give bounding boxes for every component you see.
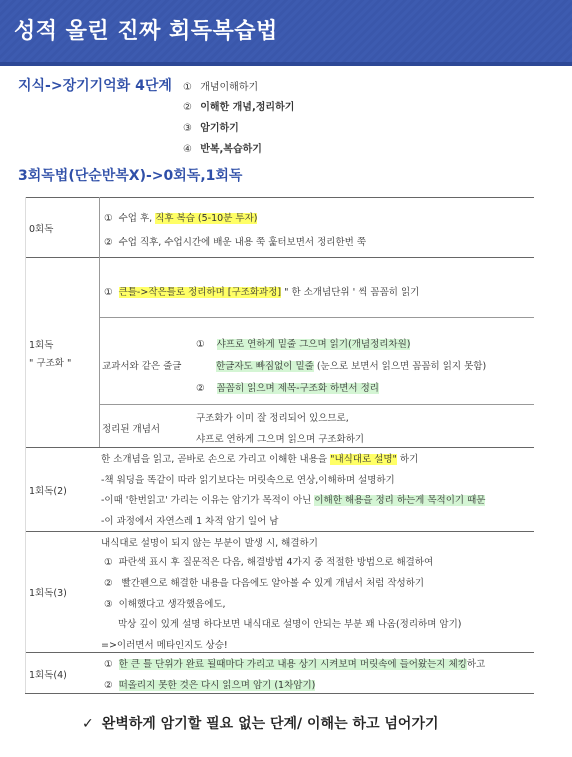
r0-line1: ① 수업 후, 직후 복습 (5-10분 투자): [104, 213, 258, 224]
r2-line3: -이때 '한번읽고' 가리는 이유는 암기가 목적이 아닌 이해한 해용을 정리 하는게 목적이기 때문: [101, 495, 486, 506]
row-divider: [25, 531, 534, 532]
footer-note: [82, 713, 439, 733]
r4-line2: ② 떠올리지 못한 것은 다시 읽으며 암기 (1차암기): [104, 680, 316, 691]
step-num: ④: [183, 144, 192, 155]
r1-bot-line1: 구조화가 이미 잘 정리되어 있으므로,: [196, 413, 349, 424]
table-border-top: [25, 197, 534, 198]
step-label: 개념이해하기: [200, 82, 259, 93]
r1-bot-label: 정리된 개념서: [102, 424, 161, 435]
r1-mid-label: 교과서와 같은 줄글: [102, 361, 182, 372]
r2-line2: -책 워딩을 똑같이 따라 읽기보다는 머릿속으로 연상,이해하며 설명하기: [101, 475, 395, 486]
step-num: ①: [183, 82, 192, 93]
row-label-2: 1회독(2): [29, 486, 67, 497]
check-icon: ✓: [82, 716, 94, 732]
row-divider: [100, 404, 534, 405]
section-title-steps: 지식->장기기억화 4단계: [18, 78, 172, 94]
step-2: [183, 98, 294, 113]
row-label-0: 0회독: [29, 224, 54, 235]
row-label-3: 1회독(3): [29, 588, 67, 599]
step-label: 이해한 개념,정리하기: [200, 102, 295, 113]
col-divider: [99, 197, 100, 447]
r1-mid-line1: ① 샤프로 연하게 밑줄 그으며 읽기(개념정리차원): [196, 339, 411, 350]
r3-line3: ② 빨간펜으로 해결한 내용을 다음에도 알아볼 수 있게 개념서 처럼 작성하기: [104, 578, 425, 589]
step-label: 암기하기: [200, 123, 239, 134]
r1-mid-line3: ② 꼼꼼히 읽으며 제목-구조화 하면서 정리: [196, 383, 379, 394]
step-4: [183, 140, 262, 155]
table-border-left: [25, 197, 26, 693]
r3-line5: 막상 깊이 있게 설명 하다보면 내식대로 설명이 안되는 부분 꽤 나옴(정리하며 암기): [118, 619, 462, 630]
row-label-1b: " 구조화 ": [29, 358, 72, 369]
r1-top-line: ① 큰틀->작은틀로 정리하며 [구조화과정] " 한 소개념단위 ' 씩 꼼꼼히 읽기: [104, 287, 420, 298]
header-banner: [0, 0, 572, 66]
row-label-1a: 1회독: [29, 340, 54, 351]
r3-line6: =>이러면서 메타인지도 상승!: [101, 640, 228, 651]
r2-line4: -이 과정에서 자연스레 1 차적 암기 일어 남: [101, 516, 279, 527]
row-divider: [25, 447, 534, 448]
r0-line2: ② 수업 직후, 수업시간에 배운 내용 쭉 훑터보면서 정리한번 쭉: [104, 237, 367, 248]
step-1: [183, 78, 258, 93]
r1-bot-line2: 샤프로 연하게 그으며 읽으며 구조화하기: [196, 434, 365, 445]
r3-line4: ③ 이해했다고 생각했음에도,: [104, 599, 226, 610]
row-label-4: 1회독(4): [29, 670, 67, 681]
section-title-method: 3회독법(단순반복X)->0회독,1회독: [18, 168, 243, 184]
step-3: [183, 119, 239, 134]
r2-line1: 한 소개념을 읽고, 곧바로 손으로 가리고 이해한 내용을 "내식대로 설명" 하기: [101, 454, 419, 465]
row-divider: [100, 317, 534, 318]
footer-text: 완벽하게 암기할 필요 없는 단계/ 이해는 하고 넘어가기: [101, 716, 439, 732]
r3-line2: ① 파란색 표시 후 질문적은 다음, 해결방법 4가지 중 적절한 방법으로 해결하여: [104, 557, 434, 568]
r3-line1: 내식대로 설명이 되지 않는 부분이 발생 시, 해결하기: [101, 538, 318, 549]
table-border-bottom: [25, 693, 534, 694]
row-divider: [25, 652, 534, 653]
row-divider: [25, 257, 534, 258]
step-num: ②: [183, 102, 192, 113]
page-title: 성적 올린 진짜 회독복습법: [14, 19, 278, 44]
step-label: 반복,복습하기: [200, 144, 262, 155]
r1-mid-line2: 한글자도 빠짐없이 밑줄 (눈으로 보면서 읽으면 꼼꼼히 읽지 못함): [216, 361, 487, 372]
r4-line1: ① 한 큰 틀 단위가 완료 될때마다 가리고 내용 상기 시켜보며 머릿속에 들어왔는지 체킹하고: [104, 659, 486, 670]
step-num: ③: [183, 123, 192, 134]
